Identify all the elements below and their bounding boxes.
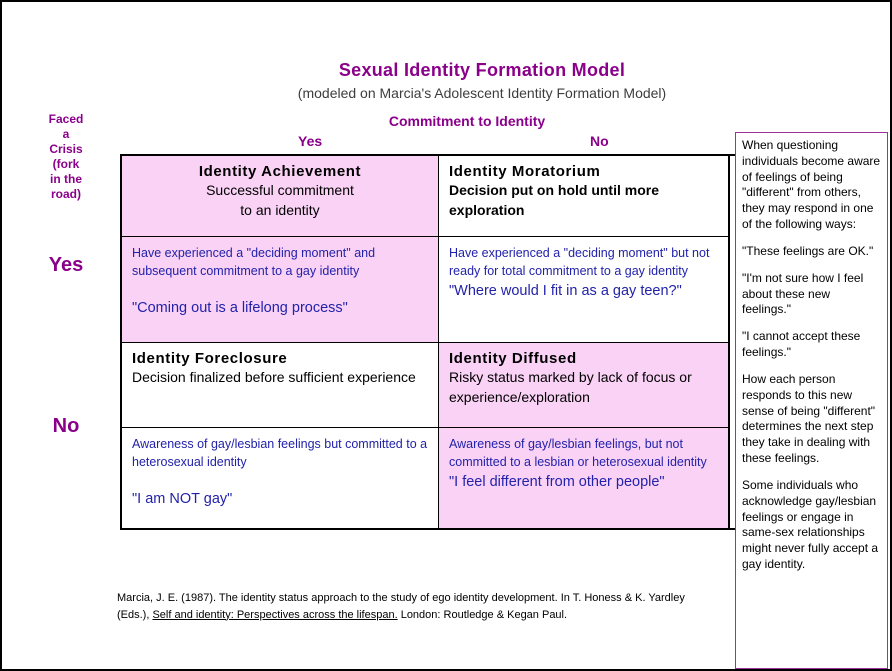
- quadrant-title: Identity Moratorium: [449, 163, 601, 180]
- row-axis-title-line: Faced: [48, 112, 84, 126]
- sidebar-note: [735, 132, 888, 669]
- cell-diffused-desc: [439, 428, 728, 528]
- sidebar-paragraph: Some individuals who acknowledge gay/lesbian feelings or engage in same-sex relationships might never fully accept a gay identity.: [742, 477, 879, 572]
- row-axis-title-line: Crisis: [49, 142, 83, 156]
- cell-achievement-title: [122, 156, 439, 237]
- sidebar-paragraph: When questioning individuals become aware of feelings of being "different" from others, they may respond in one of the following ways:: [742, 138, 881, 232]
- quadrant-subtitle: Decision put on hold until more exploration: [449, 182, 659, 219]
- column-label-no: No: [590, 133, 609, 149]
- quadrant-desc: Have experienced a "deciding moment" but not ready for total commitment to a gay identity: [449, 246, 710, 279]
- row-axis-title-line: (fork: [52, 157, 80, 171]
- column-label-yes: Yes: [298, 133, 323, 149]
- citation-line2-pre: (Eds.),: [117, 608, 153, 621]
- quadrant-subtitle: Decision finalized before sufficient experience: [132, 369, 416, 385]
- citation: [117, 590, 717, 623]
- quadrant-title: Identity Achievement: [198, 163, 362, 180]
- citation-line1: Marcia, J. E. (1987). The identity status approach to the study of ego identity development. In T. Honess & K. Yardley: [117, 592, 685, 604]
- row-axis-title-line: road): [51, 187, 81, 201]
- column-axis-title: Commitment to Identity: [388, 113, 546, 129]
- row-label-no: No: [52, 415, 80, 437]
- cell-achievement-desc: [122, 237, 439, 343]
- cell-diffused-title: [439, 343, 728, 428]
- quadrant-quote: "I feel different from other people": [449, 474, 665, 491]
- quadrant-title: Identity Diffused: [449, 350, 577, 367]
- quadrant-quote: "I am NOT gay": [132, 491, 233, 508]
- sidebar-paragraph: "These feelings are OK.": [742, 243, 874, 258]
- cell-foreclosure-desc: [122, 428, 439, 528]
- quadrant-subtitle: to an identity: [240, 202, 320, 219]
- identity-matrix: [120, 154, 730, 530]
- page-title: Sexual Identity Formation Model: [338, 60, 626, 80]
- cell-moratorium-desc: [439, 237, 728, 343]
- sidebar-paragraph: How each person responds to this new sense of being "different" determines the next step they take in dealing with these feelings.: [742, 371, 876, 466]
- row-axis-title-line: in the: [50, 172, 82, 186]
- citation-line2: [117, 607, 717, 624]
- quadrant-desc: Awareness of gay/lesbian feelings, but not committed to a lesbian or heterosexual identity: [449, 437, 707, 470]
- row-axis-title: [20, 112, 112, 202]
- quadrant-quote: "Where would I fit in as a gay teen?": [449, 283, 682, 300]
- quadrant-subtitle: Risky status marked by lack of focus or experience/exploration: [449, 369, 692, 406]
- cell-moratorium-title: [439, 156, 728, 237]
- row-axis-title-line: a: [62, 127, 70, 141]
- citation-line2-post: London: Routledge & Kegan Paul.: [397, 608, 568, 621]
- cell-foreclosure-title: [122, 343, 439, 428]
- quadrant-quote: "Coming out is a lifelong process": [132, 300, 348, 317]
- quadrant-title: Identity Foreclosure: [132, 350, 288, 367]
- sidebar-paragraph: "I cannot accept these feelings.": [742, 329, 861, 360]
- sidebar-paragraph: "I'm not sure how I feel about these new feelings.": [742, 270, 864, 317]
- citation-book-title: Self and identity: Perspectives across the lifespan.: [152, 608, 398, 621]
- quadrant-desc: Have experienced a "deciding moment" and subsequent commitment to a gay identity: [132, 246, 376, 279]
- row-label-yes: Yes: [48, 254, 84, 276]
- quadrant-subtitle: Successful commitment: [206, 182, 354, 198]
- page-subtitle: (modeled on Marcia's Adolescent Identity Formation Model): [297, 85, 667, 101]
- quadrant-desc: Awareness of gay/lesbian feelings but committed to a heterosexual identity: [132, 437, 428, 470]
